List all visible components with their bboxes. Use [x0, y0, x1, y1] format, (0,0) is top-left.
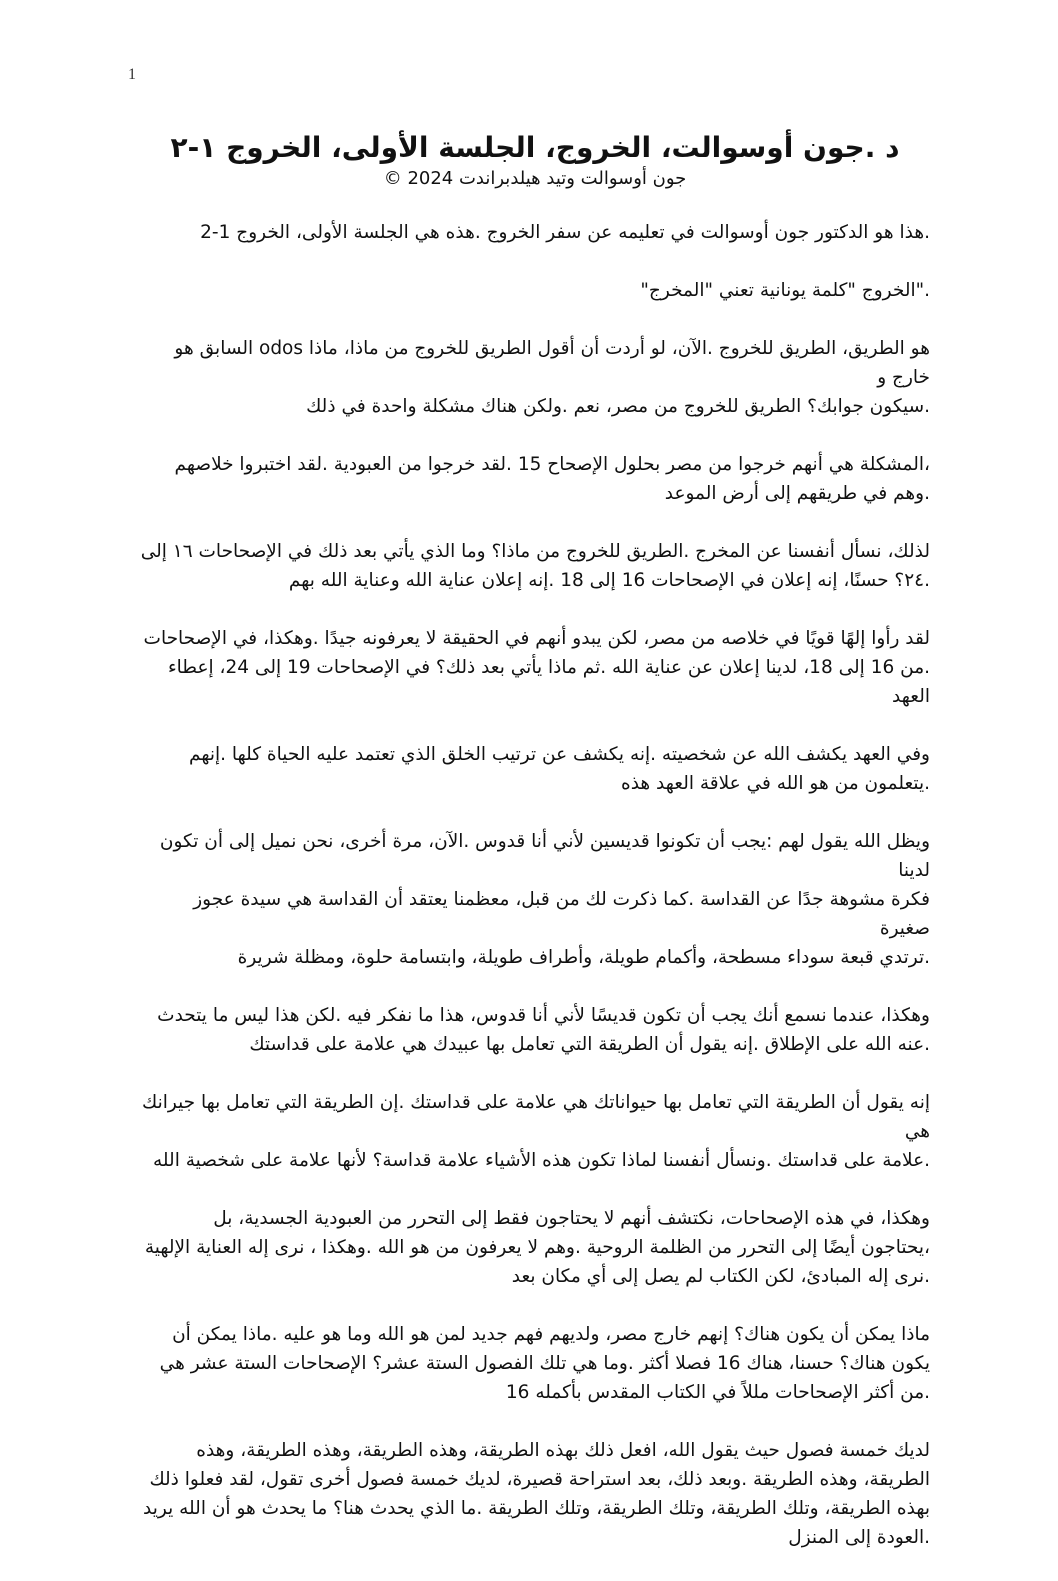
paragraph-five-chapters: لديك خمسة فصول حيث يقول الله، افعل ذلك بهذه الطريقة، وهذه الطريقة، وهذه الطريقة، وهذه الطريقة، وهذه الطريقة .وبعد ذلك، بعد استراحة قصيرة، لديك خمسة فصول أخرى تقول، لقد فعلوا ذلك بهذه الطريقة، وتلك الطريقة، وتلك الطريقة، وتلك الطريقة .ما الذي يحدث هنا؟ ما يحدث هو أن الله يريد .العودة إلى المنزل	[143, 1440, 930, 1548]
paragraph-holiness: ويظل الله يقول لهم :يجب أن تكونوا قديسين لأني أنا قدوس .الآن، مرة أخرى، نحن نميل إلى أن تكون لدينا فكرة مشوهة جدًا عن القداسة .كما ذكرت لك من قبل، معظمنا يعتقد أن القداسة هي سيدة عجوز صغيرة .ترتدي قبعة سوداء مسطحة، وأكمام طويلة، وأطراف طويلة، وابتسامة حلوة، ومظلة شريرة	[159, 831, 930, 968]
paragraph-holy-as-i-am-holy: وهكذا، عندما نسمع أنك يجب أن تكون قديسًا لأني أنا قدوس، هذا ما نفكر فيه .لكن هذا ليس ما يتحدث .عنه الله على الإطلاق .إنه يقول أن الطريقة التي تعامل بها عبيدك هي علامة على قداستك	[157, 1005, 930, 1055]
copyright-line: جون أوسوالت وتيد هيلدبراندت 2024 ©	[383, 168, 687, 189]
paragraph-the-problem: ،المشكلة هي أنهم خرجوا من مصر بحلول الإصحاح 15 .لقد خرجوا من العبودية .لقد اختبروا خلاصهم .وهم في طريقهم إلى أرض الموعد	[174, 454, 930, 504]
paragraph-spiritual-darkness: وهكذا، في هذه الإصحاحات، نكتشف أنهم لا يحتاجون فقط إلى التحرر من العبودية الجسدية، بل ،يحتاجون أيضًا إلى التحرر من الظلمة الروحية .وهم لا يعرفون من هو الله .وهكذا ، نرى إله العناية الإلهية .نرى إله المبادئ، لكن الكتاب لم يصل إلى أي مكان بعد	[144, 1208, 930, 1287]
paragraph-mighty-god: لقد رأوا إلهًا قويًا في خلاصه من مصر، لكن يبدو أنهم في الحقيقة لا يعرفونه جيدًا .وهكذا، في الإصحاحات .من 16 إلى 18، لدينا إعلان عن عناية الله .ثم ماذا يأتي بعد ذلك؟ في الإصحاحات 19 إلى 24، إعطاء العهد	[143, 628, 930, 707]
paragraph-chapters-16-24: لذلك، نسأل أنفسنا عن المخرج .الطريق للخروج من ماذا؟ وما الذي يأتي بعد ذلك في الإصحاحات ١٦ إلى .٢٤؟ حسنًا، إنه إعلان في الإصحاحات 16 إلى 18 .إنه إعلان عناية الله وعناية الله بهم	[140, 541, 930, 591]
page-number: 1	[128, 66, 136, 83]
paragraph-exodus-meaning: ."الخروج "كلمة يونانية تعني "المخرج"	[640, 280, 930, 301]
paragraph-sixteen-chapters: ماذا يمكن أن يكون هناك؟ إنهم خارج مصر، ولديهم فهم جديد لمن هو الله وما هو عليه .ماذا يمكن أن يكون هناك؟ حسنا، هناك 16 فصلا أكثر .وما هي تلك الفصول الستة عشر؟ الإصحاحات الستة عشر هي .من أكثر الإصحاحات مللاً في الكتاب المقدس بأكمله 16	[159, 1324, 930, 1403]
paragraph-covenant: وفي العهد يكشف الله عن شخصيته .إنه يكشف عن ترتيب الخلق الذي تعتمد عليه الحياة كلها .إنهم .يتعلمون من هو الله في علاقة العهد هذه	[189, 744, 930, 794]
paragraph-the-way-out: هو الطريق، الطريق للخروج .الآن، لو أردت أن أقول الطريق للخروج من ماذا، ماذا odos السابق هو خارج و .سيكون جوابك؟ الطريق للخروج من مصر، نعم .ولكن هناك مشكلة واحدة في ذلك	[174, 338, 930, 417]
paragraph-animals-neighbors: إنه يقول أن الطريقة التي تعامل بها حيواناتك هي علامة على قداستك .إن الطريقة التي تعامل بها جيرانك هي .علامة على قداستك .ونسأل أنفسنا لماذا تكون هذه الأشياء علامة قداسة؟ لأنها علامة على شخصية الله	[141, 1092, 930, 1171]
paragraph-intro: .هذا هو الدكتور جون أوسوالت في تعليمه عن سفر الخروج .هذه هي الجلسة الأولى، الخروج 1-2	[200, 222, 930, 243]
document-body	[140, 130, 930, 1581]
document-title: د .جون أوسوالت، الخروج، الجلسة الأولى، الخروج ١-٢	[170, 131, 900, 164]
